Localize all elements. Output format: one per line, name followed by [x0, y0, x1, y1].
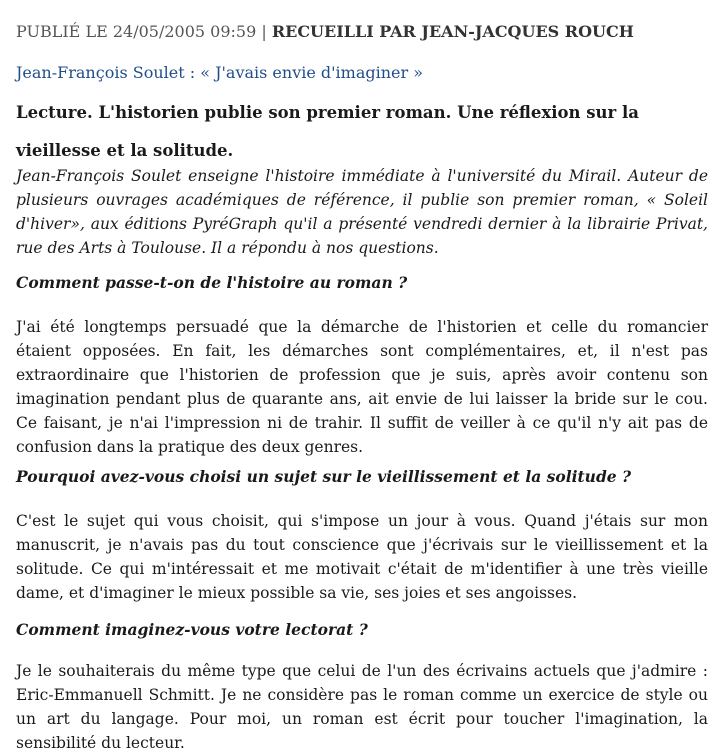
article-author: RECUEILLI PAR JEAN-JACQUES ROUCH	[271, 22, 634, 41]
interview-question: Pourquoi avez-vous choisi un sujet sur le vieillissement et la solitude ?	[16, 467, 632, 486]
interview-question: Comment imaginez-vous votre lectorat ?	[16, 620, 368, 639]
article-meta	[16, 22, 634, 41]
meta-separator: |	[261, 22, 267, 41]
interview-answer: C'est le sujet qui vous choisit, qui s'impose un jour à vous. Quand j'étais sur mon manuscrit, je n'avais pas du tout conscience que j'écrivais sur le vieillissement et la solitude. Ce qui m'intéressait et me motivait c'était de m'identifier à une très vieille dame, et d'imaginer le mieux possible sa vie, ses joies et ses angoisses.	[16, 512, 708, 602]
interview-question: Comment passe-t-on de l'histoire au roman ?	[16, 273, 408, 292]
publish-date: PUBLIÉ LE 24/05/2005 09:59	[16, 22, 257, 41]
article-intro: Jean-François Soulet enseigne l'histoire immédiate à l'université du Mirail. Auteur de plusieurs ouvrages académiques de référence, il publie son premier roman, « Soleil d'hiver», aux éditions PyréGraph qu'il a présenté vendredi dernier à la librairie Privat, rue des Arts à Toulouse. Il a répondu à nos questions.	[16, 167, 708, 257]
article-lead: Lecture. L'historien publie son premier roman. Une réflexion sur la vieillesse et la solitude.	[16, 103, 639, 160]
interview-answer: J'ai été longtemps persuadé que la démarche de l'historien et celle du romancier étaient opposées. En fait, les démarches sont complémentaires, et, il n'est pas extraordinaire que l'historien de profession que je suis, après avoir contenu son imagination pendant plus de quarante ans, ait envie de lui laisser la bride sur le cou. Ce faisant, je n'ai l'impression ni de trahir. Il suffit de veiller à ce qu'il n'y ait pas de confusion dans la pratique des deux genres.	[16, 318, 708, 456]
interview-answer: Je le souhaiterais du même type que celui de l'un des écrivains actuels que j'admire : Eric-Emmanuell Schmitt. Je ne considère pas le roman comme un exercice de style ou un art du langage. Pour moi, un roman est écrit pour toucher l'imagination, la sensibilité du lecteur.	[16, 662, 708, 752]
article-headline: Jean-François Soulet : « J'avais envie d'imaginer »	[16, 63, 424, 82]
